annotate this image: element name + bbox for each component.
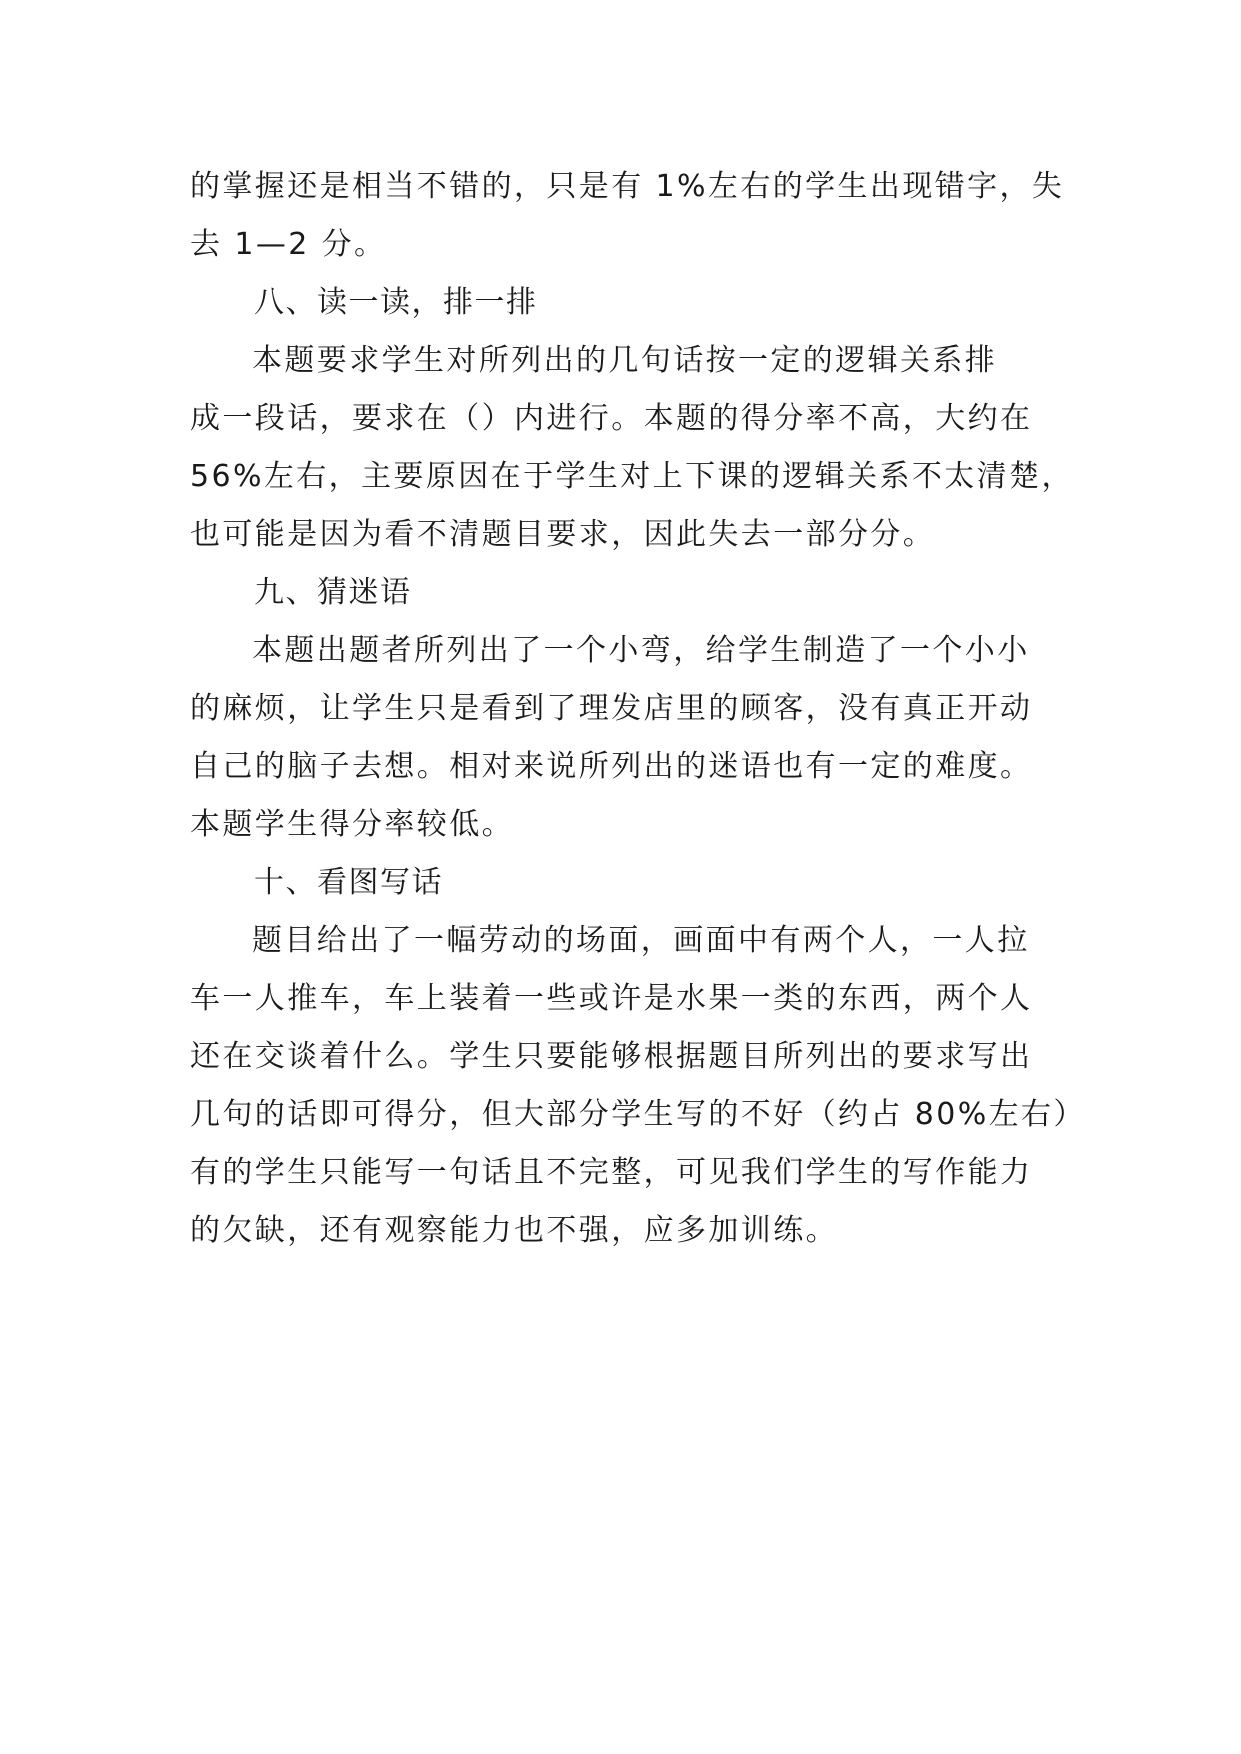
text-line-10: 的麻烦，让学生只是看到了理发店里的顾客，没有真正开动: [190, 691, 1033, 726]
section-heading-9: 九、猜迷语: [254, 575, 412, 610]
text-line-18: 有的学生只能写一句话且不完整，可见我们学生的写作能力: [190, 1155, 1033, 1190]
text-line-11: 自己的脑子去想。相对来说所列出的迷语也有一定的难度。: [190, 749, 1033, 784]
paragraph-start-8: 本题要求学生对所列出的几句话按一定的逻辑关系排: [252, 343, 998, 378]
text-line-19: 的欠缺，还有观察能力也不强，应多加训练。: [190, 1213, 838, 1248]
text-line-16: 还在交谈着什么。学生只要能够根据题目所列出的要求写出: [190, 1039, 1033, 1074]
text-line-2: 去 1—2 分。: [190, 227, 387, 262]
section-heading-8: 八、读一读，排一排: [254, 285, 538, 320]
section-heading-10: 十、看图写话: [254, 865, 443, 900]
text-line-15: 车一人推车，车上装着一些或许是水果一类的东西，两个人: [190, 981, 1033, 1016]
paragraph-start-9: 本题出题者所列出了一个小弯，给学生制造了一个小小: [252, 633, 1030, 668]
text-line-1: 的掌握还是相当不错的，只是有 1%左右的学生出现错字，失: [190, 169, 1065, 204]
paragraph-start-10: 题目给出了一幅劳动的场面，画面中有两个人，一人拉: [252, 923, 1030, 958]
text-line-6: 56%左右，主要原因在于学生对上下课的逻辑关系不太清楚，: [190, 459, 1074, 494]
document-body: [190, 158, 1086, 1260]
text-line-12: 本题学生得分率较低。: [190, 807, 514, 842]
text-line-5: 成一段话，要求在（）内进行。本题的得分率不高，大约在: [190, 401, 1033, 436]
text-line-17: 几句的话即可得分，但大部分学生写的不好（约占 80%左右）: [190, 1097, 1086, 1132]
text-line-7: 也可能是因为看不清题目要求，因此失去一部分分。: [190, 517, 936, 552]
